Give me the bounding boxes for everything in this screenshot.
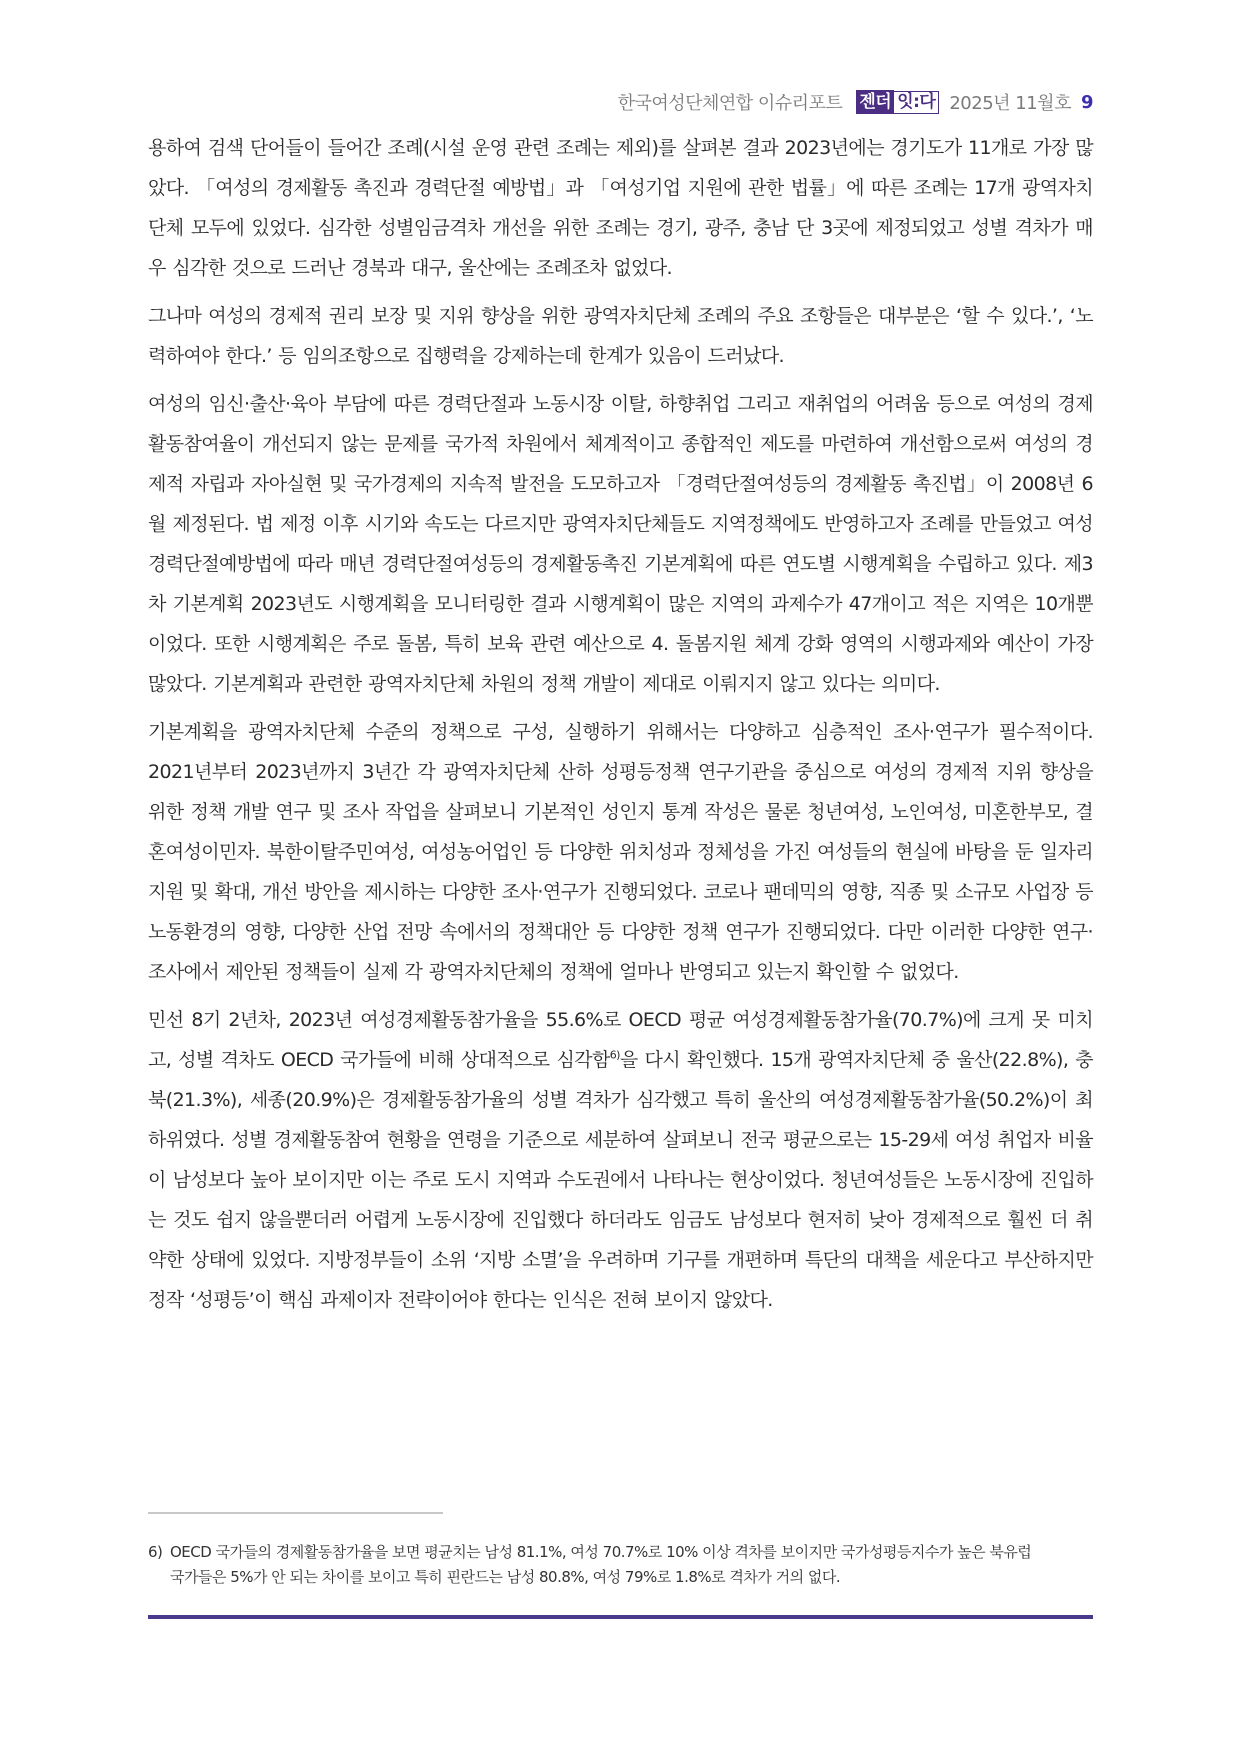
paragraph-5	[148, 1000, 1093, 1320]
paragraph-5-text-b: 을 다시 확인했다. 15개 광역자치단체 중 울산(22.8%), 충북(21.3%), 세종(20.9%)은 경제활동참가율의 성별 격차가 심각했고 특히 울산의 여성경제활동참가율(50.2%)이 최하위였다. 성별 경제활동참여 현황을 연령을 기준으로 세분하여 살펴보니 전국 평균으로는 15-29세 여성 취업자 비율이 남성보다 높아 보이지만 이는 주로 도시 지역과 수도권에서 나타나는 현상이었다. 청년여성들은 노동시장에 진입하는 것도 쉽지 않을뿐더러 어렵게 노동시장에 진입했다 하더라도 임금도 남성보다 현저히 낮아 경제적으로 훨씬 더 취약한 상태에 있었다. 지방정부들이 소위 ‘지방 소멸’을 우려하며 기구를 개편하며 특단의 대책을 세운다고 부산하지만 정작 ‘성평등’이 핵심 과제이자 전략이어야 한다는 인식은 전혀 보이지 않았다.	[148, 1049, 1093, 1311]
running-header	[618, 88, 1093, 116]
footnote-reference-6[interactable]: 6)	[609, 1048, 620, 1062]
footnote-number: 6)	[148, 1543, 163, 1561]
issue-date: 2025년 11월호	[949, 93, 1071, 114]
bottom-rule	[148, 1615, 1093, 1619]
footnote-line-1	[148, 1540, 1093, 1565]
footnote-line-2: 국가들은 5%가 안 되는 차이를 보이고 특히 핀란드는 남성 80.8%, 여성 79%로 1.8%로 격차가 거의 없다.	[170, 1568, 841, 1586]
publication-org: 한국여성단체연합 이슈리포트	[617, 93, 843, 114]
page-number: 9	[1080, 91, 1093, 113]
paragraph-2: 그나마 여성의 경제적 권리 보장 및 지위 향상을 위한 광역자치단체 조례의 주요 조항들은 대부분은 ‘할 수 있다.’, ‘노력하여야 한다.’ 등 임의조항으로 집행력을 강제하는데 한계가 있음이 드러났다.	[148, 305, 1093, 367]
footnote-text-1: OECD 국가들의 경제활동참가율을 보면 평균치는 남성 81.1%, 여성 70.7%로 10% 이상 격차를 보이지만 국가성평등지수가 높은 북유럽	[170, 1543, 1032, 1561]
article-body	[148, 128, 1093, 1328]
paragraph-1: 용하여 검색 단어들이 들어간 조례(시설 운영 관련 조례는 제외)를 살펴본 결과 2023년에는 경기도가 11개로 가장 많았다. 「여성의 경제활동 촉진과 경력단절 예방법」과 「여성기업 지원에 관한 법률」에 따른 조례는 17개 광역자치단체 모두에 있었다. 심각한 성별임금격차 개선을 위한 조례는 경기, 광주, 충남 단 3곳에 제정되었고 성별 격차가 매우 심각한 것으로 드러난 경북과 대구, 울산에는 조례조차 없었다.	[148, 137, 1093, 279]
paragraph-4: 기본계획을 광역자치단체 수준의 정책으로 구성, 실행하기 위해서는 다양하고 심층적인 조사·연구가 필수적이다. 2021년부터 2023년까지 3년간 각 광역자치단체 산하 성평등정책 연구기관을 중심으로 여성의 경제적 지위 향상을 위한 정책 개발 연구 및 조사 작업을 살펴보니 기본적인 성인지 통계 작성은 물론 청년여성, 노인여성, 미혼한부모, 결혼여성이민자. 북한이탈주민여성, 여성농어업인 등 다양한 위치성과 정체성을 가진 여성들의 현실에 바탕을 둔 일자리 지원 및 확대, 개선 방안을 제시하는 다양한 조사·연구가 진행되었다. 코로나 팬데믹의 영향, 직종 및 소규모 사업장 등 노동환경의 영향, 다양한 산업 전망 속에서의 정책대안 등 다양한 정책 연구가 진행되었다. 다만 이러한 다양한 연구·조사에서 제안된 정책들이 실제 각 광역자치단체의 정책에 얼마나 반영되고 있는지 확인할 수 없었다.	[148, 721, 1093, 983]
gender-itda-logo	[856, 90, 939, 114]
logo-outlined-part: 잇:다	[894, 91, 939, 114]
logo-filled-part: 젠더	[856, 90, 894, 114]
footnote-separator	[148, 1512, 443, 1514]
paragraph-3: 여성의 임신·출산·육아 부담에 따른 경력단절과 노동시장 이탈, 하향취업 그리고 재취업의 어려움 등으로 여성의 경제활동참여율이 개선되지 않는 문제를 국가적 차원에서 체계적이고 종합적인 제도를 마련하여 개선함으로써 여성의 경제적 자립과 자아실현 및 국가경제의 지속적 발전을 도모하고자 「경력단절여성등의 경제활동 촉진법」이 2008년 6월 제정된다. 법 제정 이후 시기와 속도는 다르지만 광역자치단체들도 지역정책에도 반영하고자 조례를 만들었고 여성경력단절예방법에 따라 매년 경력단절여성등의 경제활동촉진 기본계획에 따른 연도별 시행계획을 수립하고 있다. 제3차 기본계획 2023년도 시행계획을 모니터링한 결과 시행계획이 많은 지역의 과제수가 47개이고 적은 지역은 10개뿐이었다. 또한 시행계획은 주로 돌봄, 특히 보육 관련 예산으로 4. 돌봄지원 체계 강화 영역의 시행과제와 예산이 가장 많았다. 기본계획과 관련한 광역자치단체 차원의 정책 개발이 제대로 이뤄지지 않고 있다는 의미다.	[148, 393, 1093, 695]
paragraph-5-text-a: 민선 8기 2년차, 2023년 여성경제활동참가율을 55.6%로 OECD 평균 여성경제활동참가율(70.7%)에 크게 못 미치고, 성별 격차도 OECD 국가들에 비해 상대적으로 심각함	[148, 1009, 1093, 1071]
footnote-6	[148, 1540, 1093, 1590]
